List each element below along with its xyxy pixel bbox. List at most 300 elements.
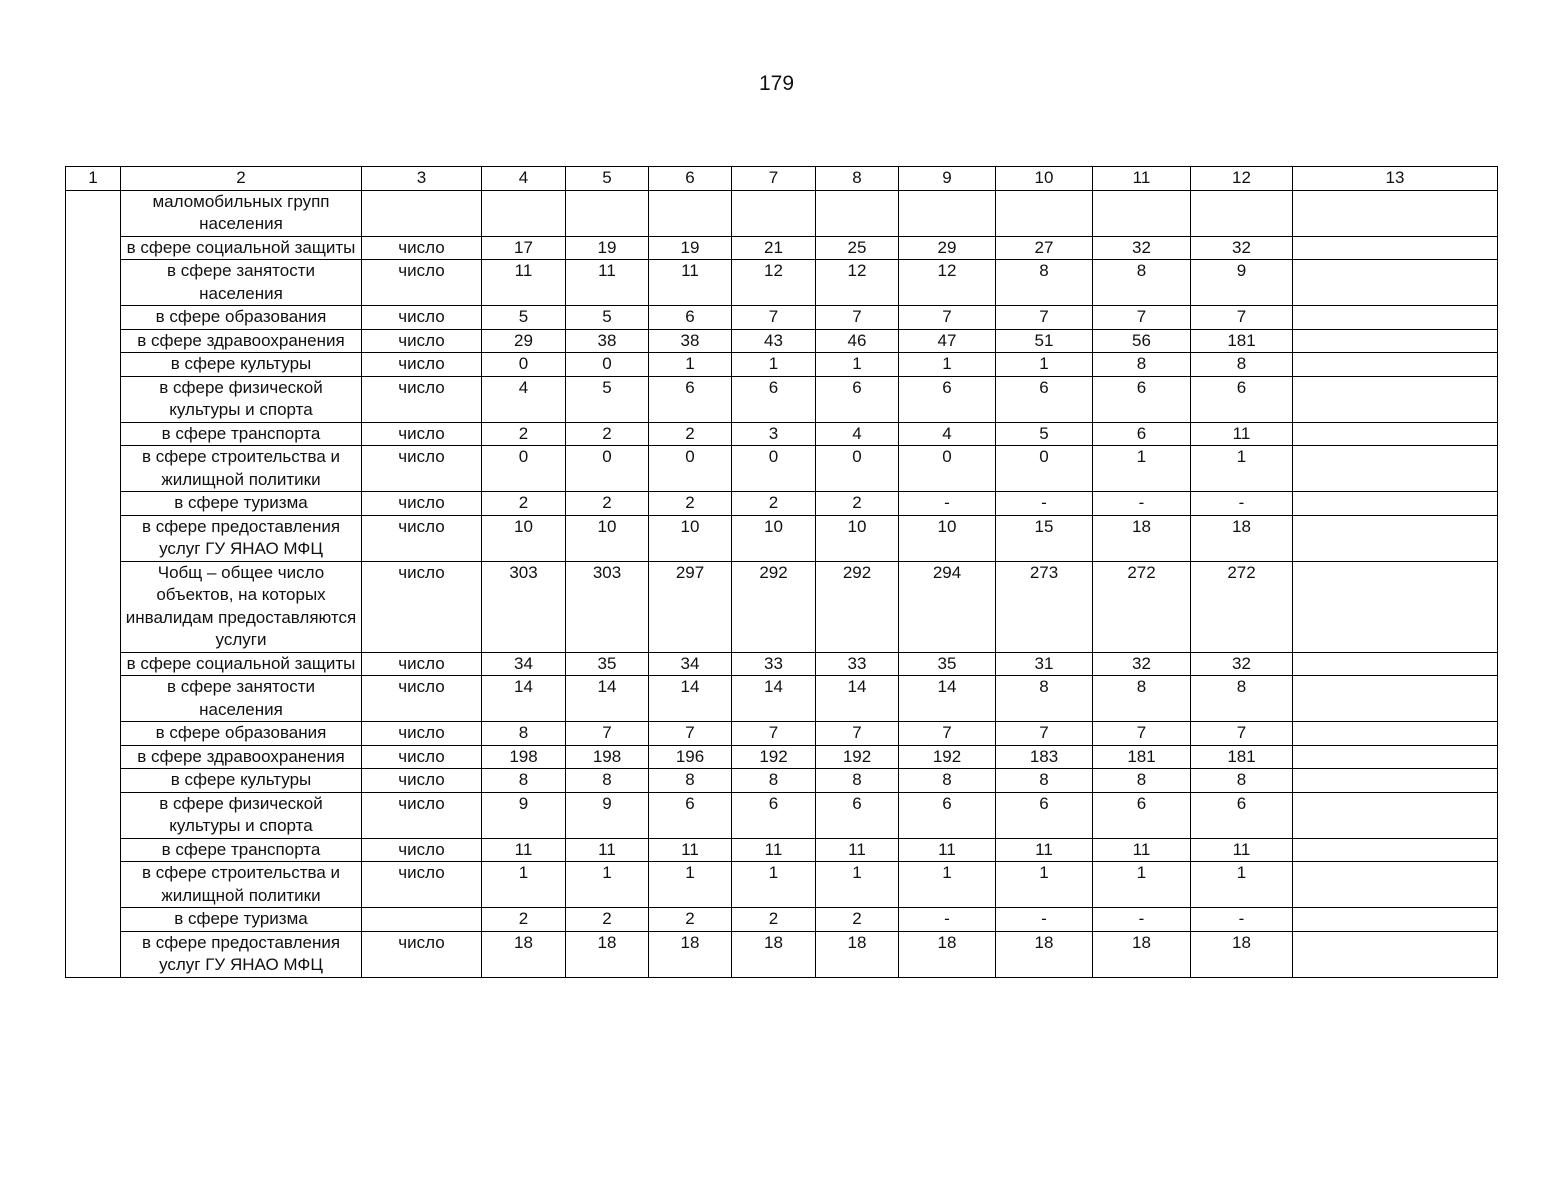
value-cell: 11 [816, 838, 899, 862]
indicator-cell: в сфере физической культуры и спорта [121, 792, 362, 838]
value-cell: 6 [816, 792, 899, 838]
value-cell: 273 [996, 561, 1093, 652]
value-cell: 7 [1093, 306, 1191, 330]
value-cell: 0 [816, 446, 899, 492]
value-cell: 8 [1093, 676, 1191, 722]
value-cell: 0 [482, 353, 566, 377]
notes-cell [1293, 745, 1498, 769]
indicator-cell: маломобильных групп населения [121, 190, 362, 236]
notes-cell [1293, 306, 1498, 330]
value-cell: 6 [996, 376, 1093, 422]
value-cell: 1 [1191, 446, 1293, 492]
notes-cell [1293, 792, 1498, 838]
unit-cell: число [362, 745, 482, 769]
column-header-7: 7 [732, 167, 816, 191]
value-cell: 18 [1191, 931, 1293, 977]
value-cell: 6 [996, 792, 1093, 838]
value-cell: 56 [1093, 329, 1191, 353]
value-cell: 38 [566, 329, 649, 353]
indicator-cell: в сфере предоставления услуг ГУ ЯНАО МФЦ [121, 515, 362, 561]
value-cell: 192 [899, 745, 996, 769]
value-cell [996, 190, 1093, 236]
unit-cell: число [362, 422, 482, 446]
indicator-cell: в сфере занятости населения [121, 676, 362, 722]
value-cell: - [1191, 908, 1293, 932]
value-cell [899, 190, 996, 236]
value-cell: 7 [732, 722, 816, 746]
value-cell: 2 [482, 908, 566, 932]
table-row [66, 422, 1498, 446]
value-cell: 7 [899, 722, 996, 746]
value-cell: 1 [1093, 446, 1191, 492]
notes-cell [1293, 353, 1498, 377]
table-row [66, 908, 1498, 932]
value-cell: 18 [649, 931, 732, 977]
value-cell: 14 [899, 676, 996, 722]
page-number: 179 [758, 72, 795, 95]
value-cell [816, 190, 899, 236]
indicator-cell: в сфере строительства и жилищной политики [121, 862, 362, 908]
value-cell: 192 [816, 745, 899, 769]
unit-cell: число [362, 769, 482, 793]
value-cell: - [1093, 492, 1191, 516]
column-header-13: 13 [1293, 167, 1498, 191]
row-number-cell [66, 190, 121, 977]
notes-cell [1293, 492, 1498, 516]
value-cell: 7 [899, 306, 996, 330]
value-cell: 11 [482, 838, 566, 862]
value-cell: 18 [732, 931, 816, 977]
indicator-cell: в сфере здравоохранения [121, 329, 362, 353]
value-cell: 1 [1093, 862, 1191, 908]
value-cell: 8 [1093, 260, 1191, 306]
notes-cell [1293, 561, 1498, 652]
table-row [66, 236, 1498, 260]
table-header-row [66, 167, 1498, 191]
value-cell: 12 [732, 260, 816, 306]
value-cell: 25 [816, 236, 899, 260]
value-cell: 4 [816, 422, 899, 446]
value-cell: 1 [649, 353, 732, 377]
notes-cell [1293, 931, 1498, 977]
value-cell: 7 [1191, 306, 1293, 330]
indicator-cell: Чобщ – общее число объектов, на которых инвалидам предоставляются услуги [121, 561, 362, 652]
column-header-12: 12 [1191, 167, 1293, 191]
unit-cell: число [362, 838, 482, 862]
value-cell: 10 [482, 515, 566, 561]
value-cell: 27 [996, 236, 1093, 260]
indicator-cell: в сфере занятости населения [121, 260, 362, 306]
value-cell [1093, 190, 1191, 236]
value-cell: 192 [732, 745, 816, 769]
value-cell: 7 [996, 306, 1093, 330]
table-row [66, 931, 1498, 977]
value-cell: 15 [996, 515, 1093, 561]
column-header-6: 6 [649, 167, 732, 191]
value-cell: - [1093, 908, 1191, 932]
notes-cell [1293, 236, 1498, 260]
value-cell: 0 [566, 446, 649, 492]
value-cell [732, 190, 816, 236]
value-cell: 0 [996, 446, 1093, 492]
value-cell: 8 [899, 769, 996, 793]
value-cell: 2 [816, 492, 899, 516]
indicator-cell: в сфере транспорта [121, 838, 362, 862]
table-row [66, 515, 1498, 561]
value-cell: 6 [732, 792, 816, 838]
indicator-cell: в сфере образования [121, 722, 362, 746]
value-cell: 2 [566, 492, 649, 516]
value-cell: 2 [566, 422, 649, 446]
notes-cell [1293, 769, 1498, 793]
column-header-2: 2 [121, 167, 362, 191]
value-cell: 7 [1191, 722, 1293, 746]
value-cell: 33 [816, 652, 899, 676]
value-cell: 0 [482, 446, 566, 492]
value-cell: 43 [732, 329, 816, 353]
unit-cell: число [362, 792, 482, 838]
value-cell [566, 190, 649, 236]
unit-cell: число [362, 446, 482, 492]
unit-cell: число [362, 306, 482, 330]
value-cell: 1 [996, 862, 1093, 908]
value-cell: - [996, 908, 1093, 932]
value-cell: 18 [816, 931, 899, 977]
value-cell: 8 [732, 769, 816, 793]
table-row [66, 792, 1498, 838]
unit-cell: число [362, 329, 482, 353]
value-cell: 272 [1191, 561, 1293, 652]
value-cell: 47 [899, 329, 996, 353]
notes-cell [1293, 329, 1498, 353]
notes-cell [1293, 652, 1498, 676]
indicator-cell: в сфере физической культуры и спорта [121, 376, 362, 422]
value-cell: 8 [1191, 353, 1293, 377]
value-cell: 5 [996, 422, 1093, 446]
unit-cell: число [362, 492, 482, 516]
notes-cell [1293, 676, 1498, 722]
value-cell: 2 [482, 422, 566, 446]
value-cell: 18 [1093, 515, 1191, 561]
value-cell: 8 [482, 722, 566, 746]
value-cell: 1 [899, 353, 996, 377]
value-cell: 181 [1191, 329, 1293, 353]
value-cell: 21 [732, 236, 816, 260]
value-cell: 6 [1093, 376, 1191, 422]
unit-cell: число [362, 515, 482, 561]
value-cell: 11 [566, 260, 649, 306]
value-cell: 17 [482, 236, 566, 260]
value-cell: 1 [996, 353, 1093, 377]
value-cell: 10 [649, 515, 732, 561]
value-cell: 11 [1093, 838, 1191, 862]
value-cell: 11 [649, 260, 732, 306]
value-cell: 18 [482, 931, 566, 977]
value-cell [1191, 190, 1293, 236]
table-row [66, 376, 1498, 422]
value-cell: 38 [649, 329, 732, 353]
value-cell: 14 [649, 676, 732, 722]
value-cell: 8 [1093, 769, 1191, 793]
unit-cell: число [362, 676, 482, 722]
value-cell: 1 [566, 862, 649, 908]
value-cell: 11 [996, 838, 1093, 862]
unit-cell: число [362, 652, 482, 676]
value-cell: 11 [1191, 422, 1293, 446]
value-cell: 34 [482, 652, 566, 676]
value-cell: 1 [732, 862, 816, 908]
table-body [66, 167, 1498, 978]
value-cell: 7 [732, 306, 816, 330]
notes-cell [1293, 862, 1498, 908]
table-row [66, 446, 1498, 492]
table-row [66, 306, 1498, 330]
value-cell: 18 [1093, 931, 1191, 977]
unit-cell [362, 908, 482, 932]
value-cell [649, 190, 732, 236]
value-cell: 6 [1191, 792, 1293, 838]
value-cell: 9 [482, 792, 566, 838]
value-cell: 11 [1191, 838, 1293, 862]
table-row [66, 652, 1498, 676]
value-cell: 5 [482, 306, 566, 330]
value-cell: 9 [1191, 260, 1293, 306]
notes-cell [1293, 376, 1498, 422]
value-cell: - [899, 492, 996, 516]
data-table [65, 166, 1498, 978]
value-cell: 303 [566, 561, 649, 652]
value-cell: 10 [732, 515, 816, 561]
table-row [66, 722, 1498, 746]
value-cell: 19 [566, 236, 649, 260]
value-cell: 14 [566, 676, 649, 722]
column-header-9: 9 [899, 167, 996, 191]
value-cell: 11 [649, 838, 732, 862]
value-cell: 6 [732, 376, 816, 422]
unit-cell: число [362, 561, 482, 652]
value-cell: 6 [649, 306, 732, 330]
indicator-cell: в сфере предоставления услуг ГУ ЯНАО МФЦ [121, 931, 362, 977]
value-cell: 181 [1191, 745, 1293, 769]
value-cell: 10 [566, 515, 649, 561]
table-row [66, 492, 1498, 516]
value-cell: 14 [732, 676, 816, 722]
table-row [66, 329, 1498, 353]
value-cell: 8 [1191, 676, 1293, 722]
value-cell: 5 [566, 306, 649, 330]
unit-cell: число [362, 376, 482, 422]
value-cell: 31 [996, 652, 1093, 676]
notes-cell [1293, 190, 1498, 236]
indicator-cell: в сфере социальной защиты [121, 236, 362, 260]
value-cell: 198 [566, 745, 649, 769]
value-cell: 6 [1093, 792, 1191, 838]
value-cell: 32 [1093, 652, 1191, 676]
value-cell: 183 [996, 745, 1093, 769]
value-cell: 5 [566, 376, 649, 422]
column-header-3: 3 [362, 167, 482, 191]
value-cell: 8 [996, 769, 1093, 793]
value-cell: 33 [732, 652, 816, 676]
value-cell: 294 [899, 561, 996, 652]
indicator-cell: в сфере здравоохранения [121, 745, 362, 769]
notes-cell [1293, 722, 1498, 746]
value-cell: 7 [649, 722, 732, 746]
value-cell: 7 [816, 722, 899, 746]
notes-cell [1293, 260, 1498, 306]
unit-cell: число [362, 862, 482, 908]
value-cell: 1 [649, 862, 732, 908]
column-header-5: 5 [566, 167, 649, 191]
unit-cell: число [362, 353, 482, 377]
indicator-cell: в сфере культуры [121, 353, 362, 377]
value-cell: 46 [816, 329, 899, 353]
value-cell: 2 [649, 492, 732, 516]
unit-cell: число [362, 931, 482, 977]
value-cell: 2 [732, 492, 816, 516]
table-row [66, 561, 1498, 652]
value-cell: 19 [649, 236, 732, 260]
indicator-cell: в сфере строительства и жилищной политики [121, 446, 362, 492]
value-cell: 6 [816, 376, 899, 422]
value-cell: 7 [1093, 722, 1191, 746]
column-header-4: 4 [482, 167, 566, 191]
value-cell: 18 [996, 931, 1093, 977]
value-cell: 9 [566, 792, 649, 838]
indicator-cell: в сфере социальной защиты [121, 652, 362, 676]
value-cell: 7 [816, 306, 899, 330]
value-cell: 8 [482, 769, 566, 793]
value-cell: 2 [482, 492, 566, 516]
value-cell: 297 [649, 561, 732, 652]
value-cell [482, 190, 566, 236]
value-cell: 10 [816, 515, 899, 561]
value-cell: 8 [1093, 353, 1191, 377]
value-cell: 6 [649, 376, 732, 422]
table-row [66, 676, 1498, 722]
value-cell: 2 [566, 908, 649, 932]
value-cell: 0 [649, 446, 732, 492]
value-cell: 292 [732, 561, 816, 652]
value-cell: 29 [482, 329, 566, 353]
value-cell: 32 [1191, 652, 1293, 676]
unit-cell [362, 190, 482, 236]
value-cell: 198 [482, 745, 566, 769]
table-row [66, 838, 1498, 862]
value-cell: 6 [899, 376, 996, 422]
value-cell: 0 [566, 353, 649, 377]
value-cell: - [1191, 492, 1293, 516]
table-row [66, 862, 1498, 908]
value-cell: 1 [816, 862, 899, 908]
notes-cell [1293, 446, 1498, 492]
value-cell: 1 [732, 353, 816, 377]
value-cell: - [996, 492, 1093, 516]
indicator-cell: в сфере транспорта [121, 422, 362, 446]
value-cell: 6 [899, 792, 996, 838]
value-cell: 11 [732, 838, 816, 862]
value-cell: 11 [899, 838, 996, 862]
value-cell: 1 [816, 353, 899, 377]
value-cell: 3 [732, 422, 816, 446]
notes-cell [1293, 515, 1498, 561]
value-cell: 0 [732, 446, 816, 492]
value-cell: 2 [649, 908, 732, 932]
value-cell: 0 [899, 446, 996, 492]
unit-cell: число [362, 722, 482, 746]
value-cell: 6 [649, 792, 732, 838]
value-cell: 1 [899, 862, 996, 908]
value-cell: 8 [566, 769, 649, 793]
value-cell: 35 [899, 652, 996, 676]
value-cell: 18 [566, 931, 649, 977]
value-cell: 2 [816, 908, 899, 932]
value-cell: 2 [732, 908, 816, 932]
column-header-10: 10 [996, 167, 1093, 191]
column-header-8: 8 [816, 167, 899, 191]
table-row [66, 353, 1498, 377]
value-cell: 29 [899, 236, 996, 260]
value-cell: 196 [649, 745, 732, 769]
indicator-cell: в сфере образования [121, 306, 362, 330]
value-cell: 14 [482, 676, 566, 722]
notes-cell [1293, 908, 1498, 932]
indicator-cell: в сфере туризма [121, 492, 362, 516]
table-row [66, 190, 1498, 236]
table-row [66, 745, 1498, 769]
value-cell: 292 [816, 561, 899, 652]
value-cell: 8 [996, 676, 1093, 722]
notes-cell [1293, 838, 1498, 862]
value-cell: 11 [482, 260, 566, 306]
value-cell: 4 [899, 422, 996, 446]
value-cell: 7 [996, 722, 1093, 746]
value-cell: 8 [816, 769, 899, 793]
value-cell: 6 [1191, 376, 1293, 422]
value-cell: 32 [1191, 236, 1293, 260]
value-cell: 1 [1191, 862, 1293, 908]
value-cell: - [899, 908, 996, 932]
unit-cell: число [362, 236, 482, 260]
value-cell: 4 [482, 376, 566, 422]
value-cell: 181 [1093, 745, 1191, 769]
value-cell: 32 [1093, 236, 1191, 260]
value-cell: 303 [482, 561, 566, 652]
value-cell: 35 [566, 652, 649, 676]
indicator-cell: в сфере культуры [121, 769, 362, 793]
value-cell: 6 [1093, 422, 1191, 446]
unit-cell: число [362, 260, 482, 306]
value-cell: 12 [816, 260, 899, 306]
value-cell: 8 [649, 769, 732, 793]
value-cell: 272 [1093, 561, 1191, 652]
column-header-1: 1 [66, 167, 121, 191]
indicator-cell: в сфере туризма [121, 908, 362, 932]
value-cell: 18 [1191, 515, 1293, 561]
value-cell: 8 [1191, 769, 1293, 793]
value-cell: 1 [482, 862, 566, 908]
column-header-11: 11 [1093, 167, 1191, 191]
value-cell: 11 [566, 838, 649, 862]
table-row [66, 769, 1498, 793]
value-cell: 51 [996, 329, 1093, 353]
value-cell: 18 [899, 931, 996, 977]
value-cell: 34 [649, 652, 732, 676]
value-cell: 8 [996, 260, 1093, 306]
table-row [66, 260, 1498, 306]
value-cell: 12 [899, 260, 996, 306]
value-cell: 2 [649, 422, 732, 446]
